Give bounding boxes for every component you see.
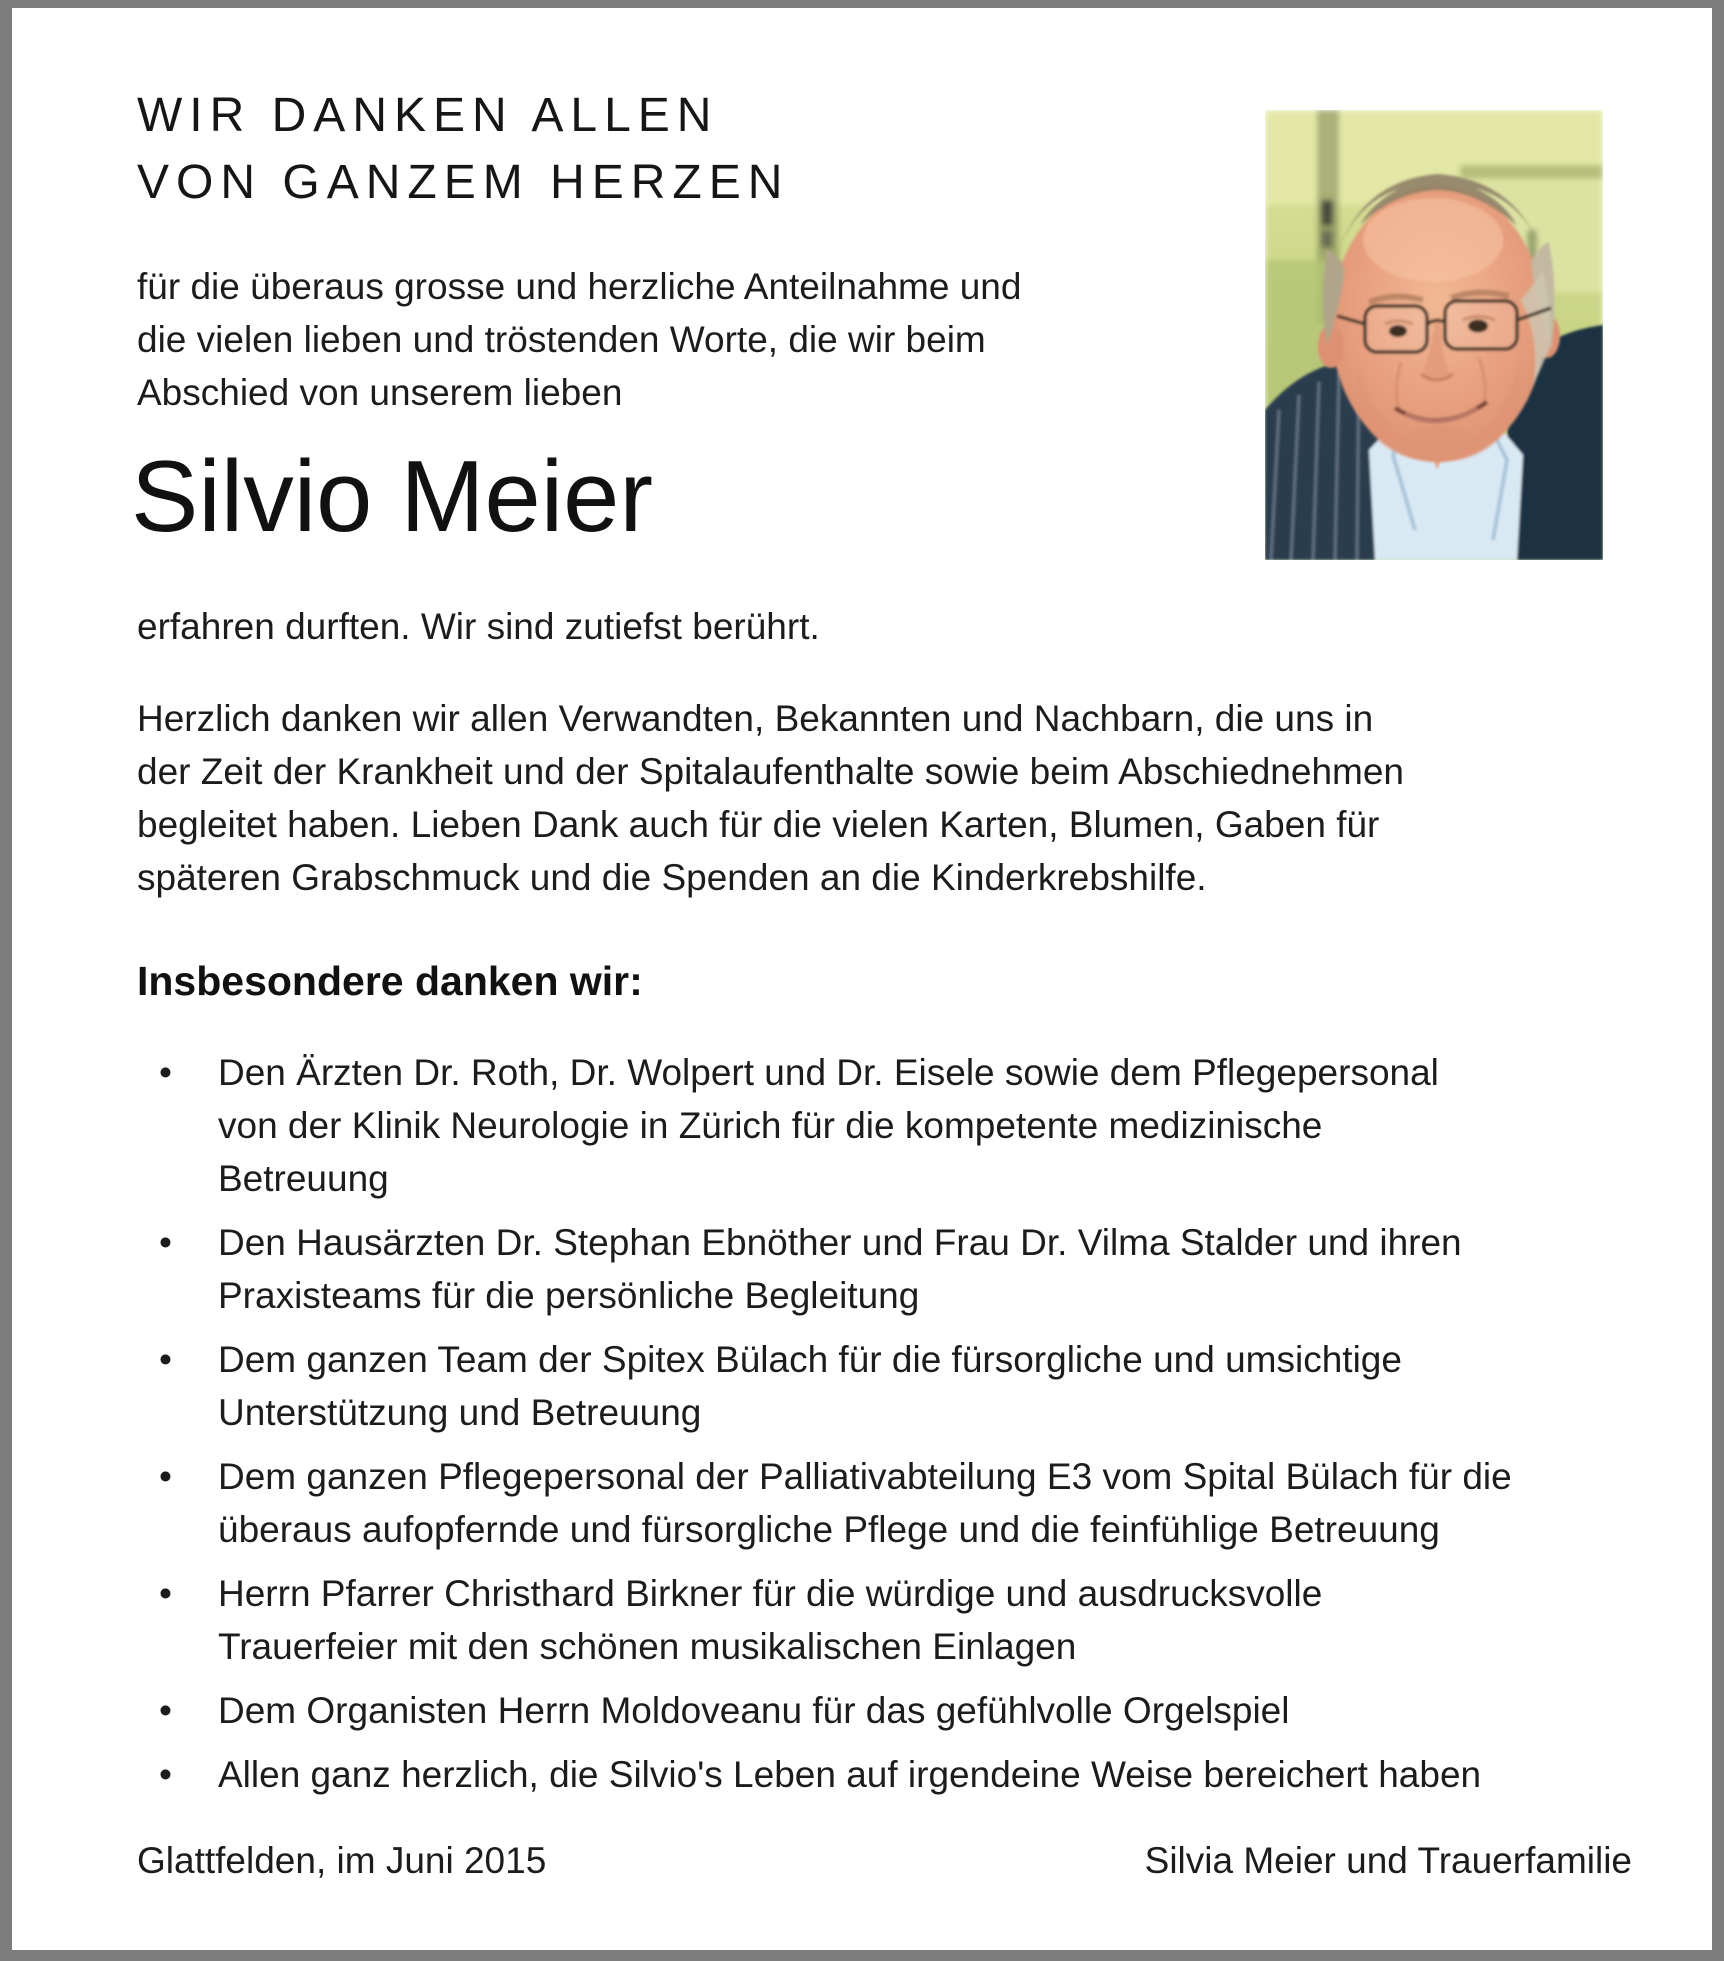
list-item-text: Dem ganzen Team der Spitex Bülach für die fürsorgliche und umsichtige Unterstützung und Betreuung bbox=[218, 1339, 1402, 1433]
intro-paragraph: für die überaus grosse und herzliche Anteilnahme und die vielen lieben und tröstenden Worte, die wir beim Abschied von unserem lieben bbox=[137, 266, 1022, 413]
memorial-card-page bbox=[12, 8, 1712, 1950]
bullet-icon: • bbox=[159, 1754, 172, 1795]
list-item bbox=[137, 1333, 1637, 1439]
list-item bbox=[137, 1216, 1637, 1322]
list-item-text: Dem ganzen Pflegepersonal der Palliativabteilung E3 vom Spital Bülach für die überaus aufopfernde und fürsorgliche Pflege und die feinfühlige Betreuung bbox=[218, 1456, 1512, 1550]
list-item-text: Herrn Pfarrer Christhard Birkner für die würdige und ausdrucksvolle Trauerfeier mit den schönen musikalischen Einlagen bbox=[218, 1573, 1323, 1667]
list-item-text: Allen ganz herzlich, die Silvio's Leben auf irgendeine Weise bereichert haben bbox=[218, 1754, 1482, 1795]
bullet-icon: • bbox=[159, 1456, 172, 1497]
footer bbox=[137, 1834, 1632, 1887]
deceased-name: Silvio Meier bbox=[131, 441, 653, 553]
list-item-text: Dem Organisten Herrn Moldoveanu für das gefühlvolle Orgelspiel bbox=[218, 1690, 1290, 1731]
list-item bbox=[137, 1046, 1637, 1205]
list-heading: Insbesondere danken wir: bbox=[137, 958, 643, 1004]
list-item-text: Den Hausärzten Dr. Stephan Ebnöther und Frau Dr. Vilma Stalder und ihren Praxisteams für die persönliche Begleitung bbox=[218, 1222, 1462, 1316]
list-item bbox=[137, 1684, 1637, 1737]
list-item bbox=[137, 1450, 1637, 1556]
thanks-paragraph: Herzlich danken wir allen Verwandten, Bekannten und Nachbarn, die uns in der Zeit der Krankheit und der Spitalaufenthalte sowie beim Abschiednehmen begleitet haben. Lieben Dank auch für die vielen Karten, Blumen, Gaben für späteren Grabschmuck und die Spenden an die Kinderkrebshilfe. bbox=[137, 698, 1404, 898]
thank-you-title: WIR DANKEN ALLEN VON GANZEM HERZEN bbox=[137, 89, 790, 209]
footer-family: Silvia Meier und Trauerfamilie bbox=[1144, 1840, 1632, 1881]
bullet-icon: • bbox=[159, 1222, 172, 1263]
bullet-icon: • bbox=[159, 1339, 172, 1380]
portrait-photo bbox=[1265, 110, 1603, 560]
bullet-icon: • bbox=[159, 1690, 172, 1731]
list-item bbox=[137, 1567, 1637, 1673]
thanks-list bbox=[137, 1046, 1637, 1812]
footer-place-date: Glattfelden, im Juni 2015 bbox=[137, 1840, 547, 1881]
list-item bbox=[137, 1748, 1637, 1801]
bullet-icon: • bbox=[159, 1573, 172, 1614]
after-name-line: erfahren durften. Wir sind zutiefst berührt. bbox=[137, 606, 820, 647]
list-item-text: Den Ärzten Dr. Roth, Dr. Wolpert und Dr. Eisele sowie dem Pflegepersonal von der Klinik Neurologie in Zürich für die kompetente medizinische Betreuung bbox=[218, 1052, 1439, 1199]
bullet-icon: • bbox=[159, 1052, 172, 1093]
portrait-photo-graphic bbox=[1265, 110, 1603, 560]
